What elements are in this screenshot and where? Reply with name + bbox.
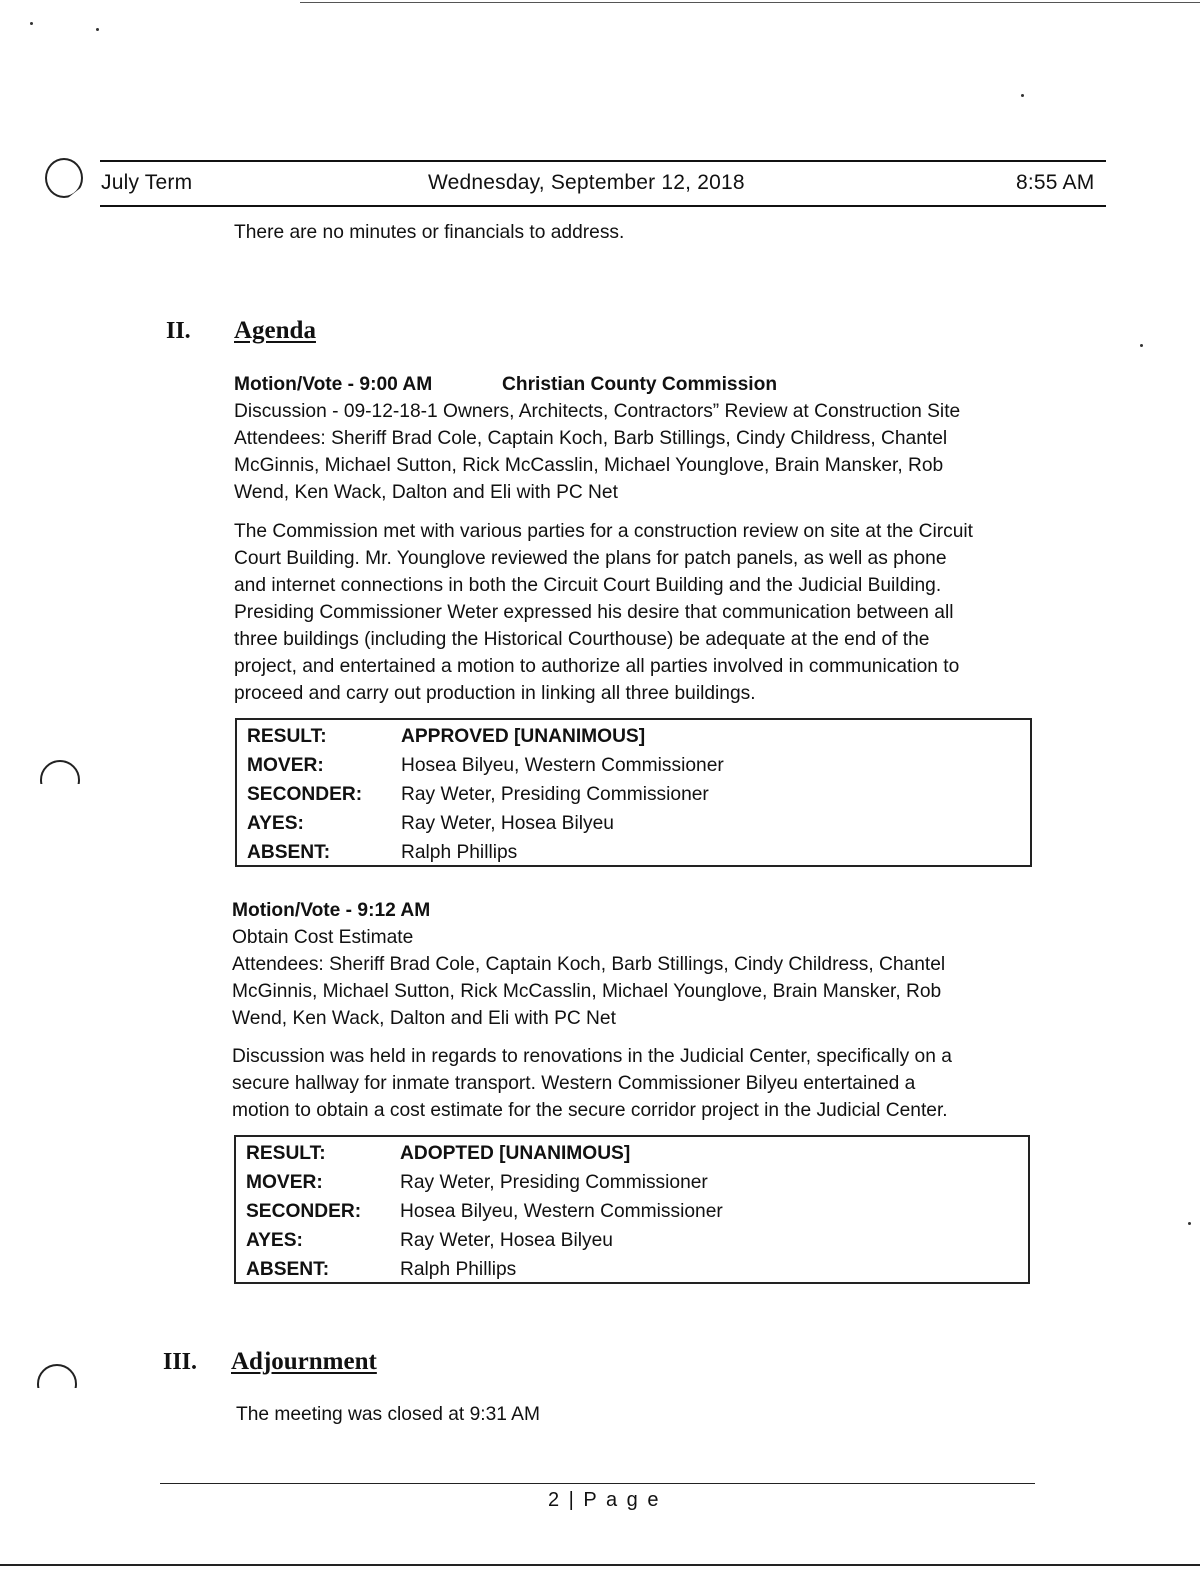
footer-rule bbox=[160, 1483, 1035, 1484]
paragraph-line: motion to obtain a cost estimate for the secure corridor project in the Judicial Center. bbox=[232, 1100, 948, 1121]
header-date: Wednesday, September 12, 2018 bbox=[428, 171, 745, 194]
paragraph-line: Court Building. Mr. Younglove reviewed the plans for patch panels, as well as phone bbox=[234, 548, 947, 569]
header-time: 8:55 AM bbox=[1016, 171, 1095, 194]
page-number: 2 | P a g e bbox=[548, 1489, 661, 1511]
vote-value: Ray Weter, Hosea Bilyeu bbox=[401, 813, 614, 834]
adjournment-text: The meeting was closed at 9:31 AM bbox=[236, 1404, 540, 1425]
scan-edge-bottom bbox=[0, 1564, 1200, 1566]
vote-row bbox=[246, 1197, 1006, 1226]
vote-value: APPROVED [UNANIMOUS] bbox=[401, 726, 646, 747]
paragraph-line: proceed and carry out production in linking all three buildings. bbox=[234, 683, 756, 704]
scan-speck bbox=[96, 28, 99, 31]
vote-key: AYES: bbox=[247, 813, 304, 834]
attendees-line: Wend, Ken Wack, Dalton and Eli with PC Net bbox=[232, 1008, 616, 1029]
header-top-rule bbox=[100, 160, 1106, 162]
scan-speck bbox=[1188, 1222, 1191, 1225]
scan-edge-top bbox=[300, 2, 1200, 3]
motion-discussion: Discussion - 09-12-18-1 Owners, Architects, Contractors” Review at Construction Site bbox=[234, 401, 961, 422]
header-bottom-rule bbox=[100, 205, 1106, 207]
motion-label: Motion/Vote - 9:12 AM bbox=[232, 900, 431, 921]
scan-speck bbox=[30, 22, 33, 25]
vote-value: Hosea Bilyeu, Western Commissioner bbox=[401, 755, 724, 776]
intro-text: There are no minutes or financials to address. bbox=[234, 222, 625, 243]
section-number: II. bbox=[166, 318, 191, 344]
motion-label: Motion/Vote - 9:00 AM bbox=[234, 374, 433, 395]
vote-key: ABSENT: bbox=[247, 842, 331, 863]
scan-speck bbox=[1021, 94, 1024, 97]
vote-key: RESULT: bbox=[247, 726, 327, 747]
paragraph-line: project, and entertained a motion to authorize all parties involved in communication to bbox=[234, 656, 960, 677]
vote-row bbox=[247, 722, 1007, 751]
vote-row bbox=[246, 1168, 1006, 1197]
vote-row bbox=[247, 751, 1007, 780]
attendees-line: Attendees: Sheriff Brad Cole, Captain Koch, Barb Stillings, Cindy Childress, Chantel bbox=[234, 428, 948, 449]
binder-hole-mark bbox=[37, 1364, 77, 1404]
paragraph-line: The Commission met with various parties for a construction review on site at the Circuit bbox=[234, 521, 973, 542]
paragraph-line: secure hallway for inmate transport. Western Commissioner Bilyeu entertained a bbox=[232, 1073, 916, 1094]
vote-key: SECONDER: bbox=[246, 1201, 362, 1222]
vote-row bbox=[246, 1255, 1006, 1284]
attendees-line: Attendees: Sheriff Brad Cole, Captain Koch, Barb Stillings, Cindy Childress, Chantel bbox=[232, 954, 946, 975]
vote-row bbox=[246, 1226, 1006, 1255]
paragraph-line: Discussion was held in regards to renovations in the Judicial Center, specifically on a bbox=[232, 1046, 952, 1067]
vote-row bbox=[247, 838, 1007, 867]
binder-hole-mark bbox=[45, 158, 83, 198]
paragraph-line: and internet connections in both the Circuit Court Building and the Judicial Building. bbox=[234, 575, 942, 596]
vote-value: ADOPTED [UNANIMOUS] bbox=[400, 1143, 631, 1164]
section-title-agenda: Agenda bbox=[234, 317, 316, 344]
vote-value: Ray Weter, Hosea Bilyeu bbox=[400, 1230, 613, 1251]
binder-hole-mark bbox=[40, 760, 80, 800]
vote-value: Ray Weter, Presiding Commissioner bbox=[401, 784, 709, 805]
vote-row bbox=[246, 1139, 1006, 1168]
vote-value: Ralph Phillips bbox=[400, 1259, 517, 1280]
vote-key: SECONDER: bbox=[247, 784, 363, 805]
section-number: III. bbox=[163, 1349, 198, 1375]
vote-row bbox=[247, 809, 1007, 838]
motion-subject: Obtain Cost Estimate bbox=[232, 927, 414, 948]
vote-key: RESULT: bbox=[246, 1143, 326, 1164]
vote-table bbox=[235, 718, 1032, 867]
motion-body: Christian County Commission bbox=[502, 374, 778, 395]
vote-key: ABSENT: bbox=[246, 1259, 330, 1280]
paragraph-line: Presiding Commissioner Weter expressed his desire that communication between all bbox=[234, 602, 954, 623]
attendees-line: Wend, Ken Wack, Dalton and Eli with PC Net bbox=[234, 482, 618, 503]
attendees-line: McGinnis, Michael Sutton, Rick McCasslin, Michael Younglove, Brain Mansker, Rob bbox=[234, 455, 944, 476]
paragraph-line: three buildings (including the Historical Courthouse) be adequate at the end of the bbox=[234, 629, 930, 650]
vote-value: Hosea Bilyeu, Western Commissioner bbox=[400, 1201, 723, 1222]
vote-key: MOVER: bbox=[246, 1172, 323, 1193]
vote-key: AYES: bbox=[246, 1230, 303, 1251]
vote-row bbox=[247, 780, 1007, 809]
attendees-line: McGinnis, Michael Sutton, Rick McCasslin, Michael Younglove, Brain Mansker, Rob bbox=[232, 981, 942, 1002]
scan-speck bbox=[1140, 344, 1143, 347]
vote-value: Ray Weter, Presiding Commissioner bbox=[400, 1172, 708, 1193]
header-term: July Term bbox=[101, 171, 193, 194]
vote-table bbox=[234, 1135, 1030, 1284]
vote-key: MOVER: bbox=[247, 755, 324, 776]
section-title-adjournment: Adjournment bbox=[231, 1348, 377, 1375]
vote-value: Ralph Phillips bbox=[401, 842, 518, 863]
